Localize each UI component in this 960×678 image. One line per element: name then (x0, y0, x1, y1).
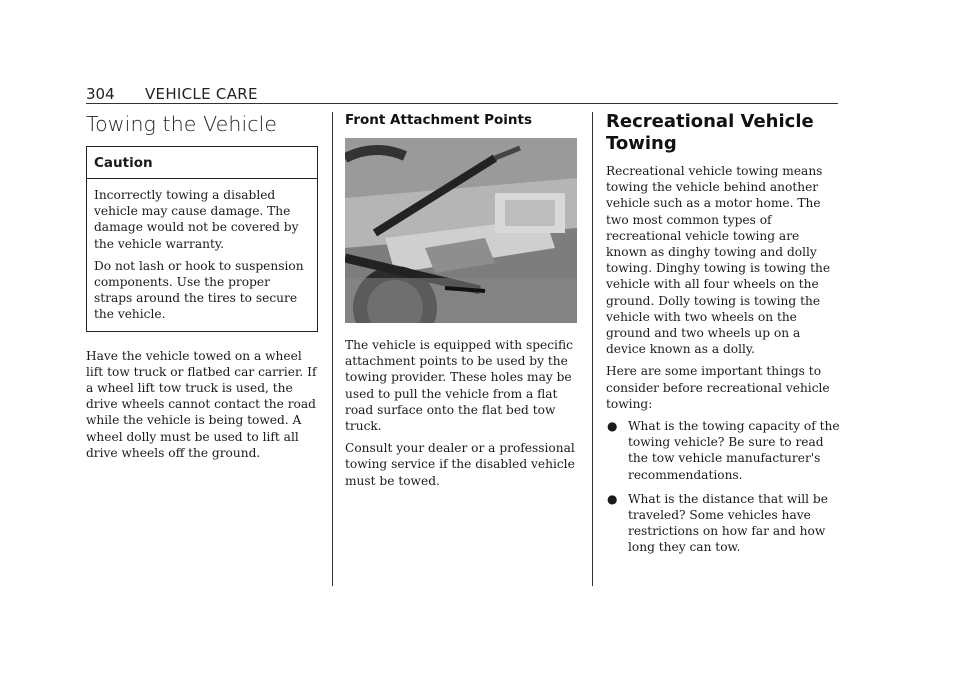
undercarriage-photo (345, 138, 577, 323)
list-item-text: What is the distance that will be traveled? Some vehicles have restrictions on how far and how long they can tow. (628, 491, 828, 555)
caution-body (87, 179, 317, 331)
caution-paragraph-2: Do not lash or hook to suspension components. Use the proper straps around the tires to secure the vehicle. (94, 258, 304, 322)
rv-paragraph-2: Here are some important things to consider before recreational vehicle towing: (606, 364, 830, 411)
column-divider-1 (332, 112, 333, 586)
heading-towing-the-vehicle: Towing the Vehicle (86, 112, 278, 136)
rv-paragraph-1: Recreational vehicle towing means towing the vehicle behind another vehicle such as a motor home. The two most common types of recreational vehicle towing are known as dinghy towing and dolly towing. Dinghy towing is towing the vehicle with all four wheels on the ground. Dolly towing is towing the vehicle with two wheels on the ground and two wheels up on a device known as a dolly. (606, 164, 831, 357)
attachment-paragraph-1: The vehicle is equipped with specific attachment points to be used by the towing provider. These holes may be used to pull the vehicle from a flat road surface onto the flat bed tow truck. (345, 338, 573, 434)
caution-paragraph-1: Incorrectly towing a disabled vehicle may cause damage. The damage would not be covered by the vehicle warranty. (94, 188, 299, 251)
attachment-paragraph-2: Consult your dealer or a professional towing service if the disabled vehicle must be towed. (345, 441, 575, 488)
caution-title: Caution (87, 147, 317, 179)
heading-front-attachment-points: Front Attachment Points (345, 112, 533, 128)
list-item (606, 418, 842, 483)
heading-recreational-vehicle-towing: Recreational Vehicle Towing (606, 111, 814, 154)
considerations-list (606, 418, 842, 556)
column-1 (86, 108, 318, 467)
caution-box (86, 146, 318, 332)
column-divider-2 (592, 112, 593, 586)
section-title: VEHICLE CARE (145, 85, 258, 103)
bullet-icon: ● (607, 419, 618, 434)
column-2 (345, 108, 578, 495)
page-number: 304 (86, 85, 115, 103)
list-item (606, 491, 842, 556)
header-rule (86, 103, 838, 104)
list-item-text: What is the towing capacity of the towing vehicle? Be sure to read the tow vehicle manufacturer's recommendations. (628, 419, 840, 482)
towing-paragraph: Have the vehicle towed on a wheel lift tow truck or flatbed car carrier. If a wheel lift tow truck is used, the drive wheels cannot contact the road while the vehicle is being towed. A wheel dolly must be used to lift all drive wheels off the ground. (86, 348, 317, 460)
column-3 (606, 108, 842, 564)
bullet-icon: ● (607, 491, 618, 506)
